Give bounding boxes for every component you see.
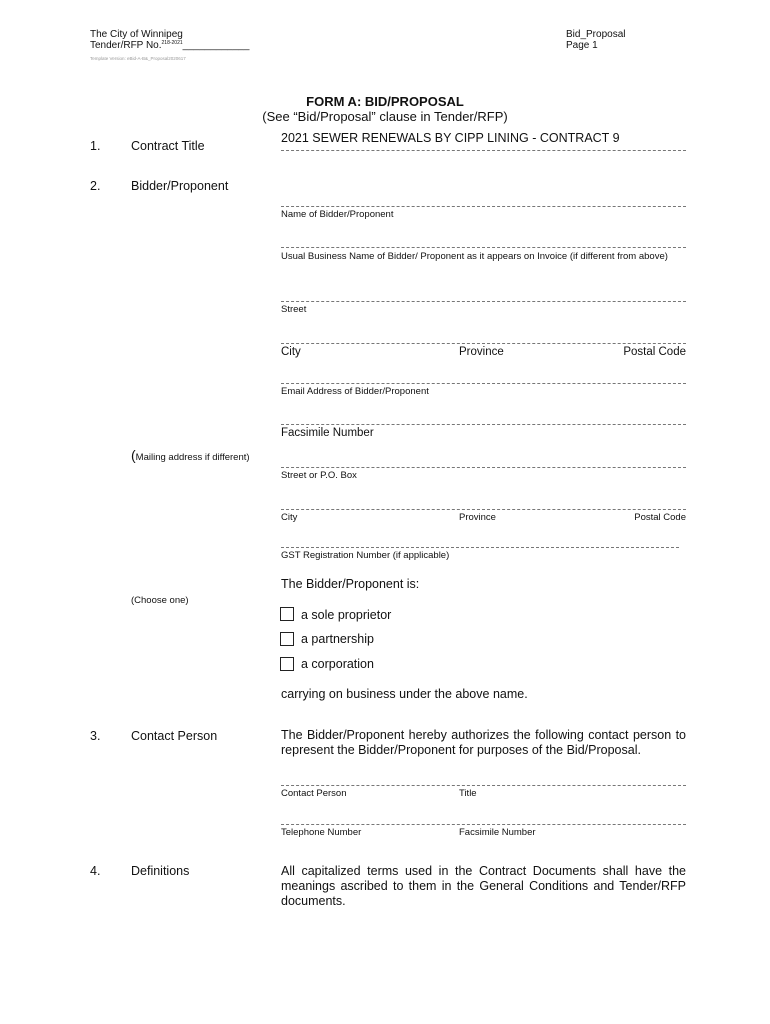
tender-blank: ____________ bbox=[182, 40, 250, 51]
section-3-number: 3. bbox=[90, 729, 101, 743]
header-org: The City of Winnipeg bbox=[90, 29, 183, 40]
street-po-field-line[interactable] bbox=[281, 467, 686, 468]
fax-field-line[interactable] bbox=[281, 424, 686, 425]
province-caption: Province bbox=[459, 346, 504, 358]
form-title: FORM A: BID/PROPOSAL bbox=[306, 94, 464, 109]
partnership-checkbox[interactable] bbox=[280, 632, 294, 646]
street-po-caption: Street or P.O. Box bbox=[281, 470, 357, 481]
contract-title-line bbox=[281, 150, 686, 151]
tender-label: Tender/RFP No. bbox=[90, 40, 162, 51]
template-note: Template Version: eBid-A-B&_Proposal2020617 bbox=[90, 56, 186, 61]
partnership-label: a partnership bbox=[301, 632, 374, 646]
section-2-label: Bidder/Proponent bbox=[131, 179, 229, 193]
section-4-label: Definitions bbox=[131, 864, 190, 878]
header-page: Page 1 bbox=[566, 40, 598, 51]
carrying-on-text: carrying on business under the above name. bbox=[281, 687, 528, 701]
mailing-city-field-line[interactable] bbox=[281, 509, 686, 510]
contact-fax-caption: Facsimile Number bbox=[459, 827, 536, 838]
mailing-text: Mailing address if different) bbox=[135, 452, 250, 463]
mailing-paren: ( bbox=[131, 447, 136, 463]
contact-person-caption: Contact Person bbox=[281, 788, 347, 799]
mailing-address-label bbox=[131, 447, 250, 465]
header-tender bbox=[90, 40, 249, 53]
contract-title-value[interactable]: 2021 SEWER RENEWALS BY CIPP LINING - CONTRACT 9 bbox=[281, 131, 620, 145]
sole-proprietor-checkbox[interactable] bbox=[280, 607, 294, 621]
section-3-label: Contact Person bbox=[131, 729, 218, 743]
fax-caption: Facsimile Number bbox=[281, 427, 374, 439]
section-4-number: 4. bbox=[90, 864, 101, 878]
bidder-is-label: The Bidder/Proponent is: bbox=[281, 577, 420, 591]
form-subtitle: (See “Bid/Proposal” clause in Tender/RFP) bbox=[262, 109, 508, 124]
header-doc: Bid_Proposal bbox=[566, 29, 626, 40]
telephone-caption: Telephone Number bbox=[281, 827, 362, 838]
city-field-line[interactable] bbox=[281, 343, 686, 344]
street-field-line[interactable] bbox=[281, 301, 686, 302]
contact-title-caption: Title bbox=[459, 788, 477, 799]
postal-caption: Postal Code bbox=[623, 346, 686, 358]
section-1-number: 1. bbox=[90, 139, 101, 153]
choose-one-label: (Choose one) bbox=[131, 595, 189, 606]
email-field-line[interactable] bbox=[281, 383, 686, 384]
mailing-province-caption: Province bbox=[459, 512, 496, 523]
telephone-field-line[interactable] bbox=[281, 824, 686, 825]
contact-person-field-line[interactable] bbox=[281, 785, 686, 786]
name-field-line[interactable] bbox=[281, 206, 686, 207]
gst-caption: GST Registration Number (if applicable) bbox=[281, 550, 450, 561]
mailing-postal-caption: Postal Code bbox=[634, 512, 686, 523]
gst-field-line[interactable] bbox=[281, 547, 679, 548]
section-2-number: 2. bbox=[90, 179, 101, 193]
corporation-label: a corporation bbox=[301, 657, 374, 671]
usual-name-caption: Usual Business Name of Bidder/ Proponent as it appears on Invoice (if different from above) bbox=[281, 251, 668, 262]
definitions-text: All capitalized terms used in the Contract Documents shall have the meanings ascribed to them in the General Conditions and Tender/RFP documents. bbox=[281, 864, 686, 908]
city-caption: City bbox=[281, 346, 301, 358]
mailing-city-caption: City bbox=[281, 512, 298, 523]
contact-authorization-text: The Bidder/Proponent hereby authorizes the following contact person to represent the Bidder/Proponent for purposes of the Bid/Proposal. bbox=[281, 728, 686, 757]
section-1-label: Contract Title bbox=[131, 139, 205, 153]
email-caption: Email Address of Bidder/Proponent bbox=[281, 386, 429, 397]
tender-number: 218-2021 bbox=[161, 40, 183, 46]
sole-proprietor-label: a sole proprietor bbox=[301, 608, 392, 622]
name-caption: Name of Bidder/Proponent bbox=[281, 209, 394, 220]
usual-name-field-line[interactable] bbox=[281, 247, 686, 248]
corporation-checkbox[interactable] bbox=[280, 657, 294, 671]
street-caption: Street bbox=[281, 304, 307, 315]
